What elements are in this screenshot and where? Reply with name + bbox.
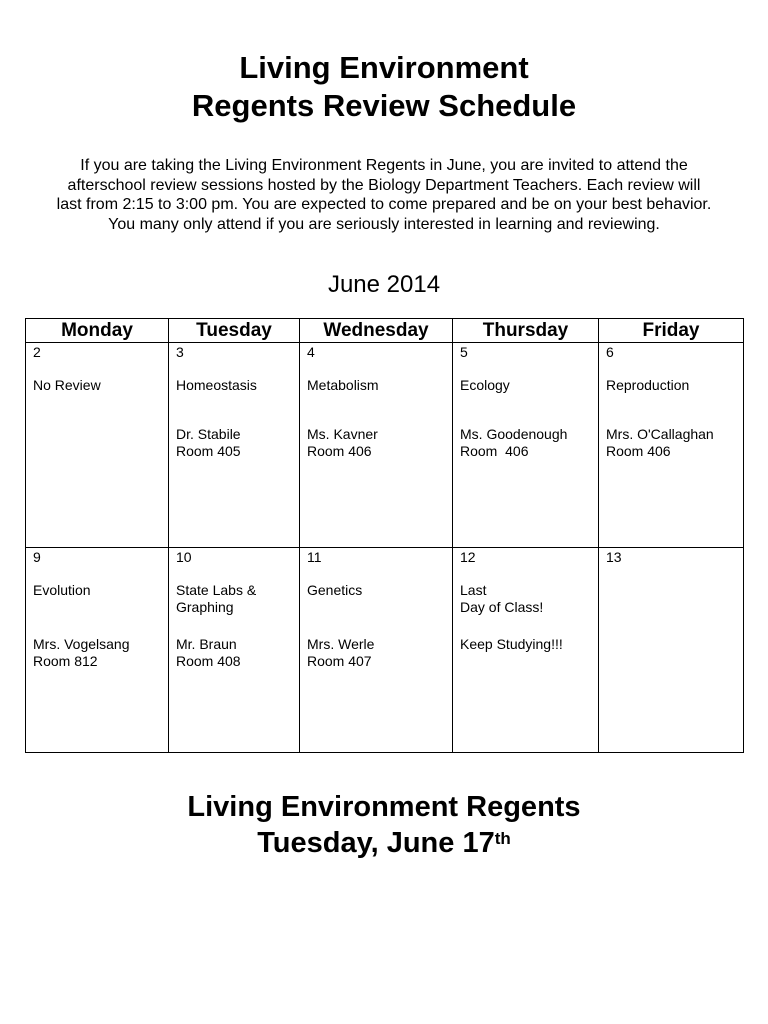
review-topic [606,377,739,394]
day-cell [26,548,169,753]
room-number: Room 812 [33,653,98,669]
month-heading: June 2014 [327,271,441,298]
topic-line: State Labs & [176,582,257,598]
intro-line: last from 2:15 to 3:00 pm. You are expected to come prepared and be on your best behavior. [56,196,712,213]
teacher-info [176,426,295,460]
day-cell [169,548,300,753]
topic-line: Ecology [460,377,510,393]
review-topic [307,377,448,394]
day-number: 11 [307,549,322,565]
topic-line: Last [460,582,487,598]
day-cell [169,343,300,548]
calendar-week-row [26,548,744,753]
review-topic [460,582,594,616]
room-number: Room 405 [176,443,241,459]
reminder-note: Keep Studying!!! [460,636,563,652]
day-cell [453,343,599,548]
teacher-info [460,426,594,460]
day-cell [453,548,599,753]
intro-paragraph [30,156,738,234]
review-topic [307,582,448,599]
topic-line: No Review [33,377,101,393]
header-tuesday: Tuesday [169,319,300,343]
review-topic [460,377,594,394]
day-cell [26,343,169,548]
room-number: Room 407 [307,653,372,669]
header-wednesday: Wednesday [300,319,453,343]
exam-date-text: Tuesday, June 17 [257,827,495,859]
topic-line: Day of Class! [460,599,544,615]
calendar-header-row [26,319,744,343]
header-friday: Friday [599,319,744,343]
day-number: 10 [176,549,192,565]
day-number: 13 [606,549,622,565]
teacher-name: Dr. Stabile [176,426,241,442]
topic-line: Metabolism [307,377,379,393]
review-topic [176,582,295,616]
review-topic [33,377,164,394]
day-number: 6 [606,344,614,360]
teacher-info [460,636,594,653]
review-topic [33,582,164,599]
calendar-week-row [26,343,744,548]
exam-date-suffix: th [494,829,511,848]
teacher-name: Mrs. Vogelsang [33,636,130,652]
topic-line: Evolution [33,582,91,598]
day-cell [300,343,453,548]
day-number: 9 [33,549,41,565]
topic-line: Genetics [307,582,363,598]
teacher-info [307,636,448,670]
day-number: 5 [460,344,468,360]
teacher-info [176,636,295,670]
exam-date [0,825,768,861]
day-cell [599,343,744,548]
exam-title: Living Environment Regents [187,791,581,823]
page-title: Living Environment [239,50,529,85]
intro-line: If you are taking the Living Environment Regents in June, you are invited to attend the [80,157,688,174]
teacher-info [307,426,448,460]
calendar-table [25,318,744,753]
topic-line: Graphing [176,599,234,615]
day-number: 4 [307,344,315,360]
teacher-name: Mrs. O'Callaghan [606,426,714,442]
teacher-name: Ms. Kavner [307,426,378,442]
teacher-name: Mr. Braun [176,636,237,652]
topic-line: Reproduction [606,377,690,393]
teacher-name: Ms. Goodenough [460,426,568,442]
day-number: 3 [176,344,184,360]
day-number: 12 [460,549,476,565]
teacher-info [606,426,739,460]
room-number: Room 408 [176,653,241,669]
topic-line: Homeostasis [176,377,257,393]
day-cell [300,548,453,753]
day-cell [599,548,744,753]
teacher-name: Mrs. Werle [307,636,375,652]
room-number: Room 406 [307,443,372,459]
header-thursday: Thursday [453,319,599,343]
day-number: 2 [33,344,41,360]
room-number: Room 406 [460,443,529,459]
header-monday: Monday [26,319,169,343]
review-topic [176,377,295,394]
teacher-info [33,636,164,670]
room-number: Room 406 [606,443,671,459]
page-subtitle: Regents Review Schedule [191,88,577,123]
intro-line: You many only attend if you are seriously interested in learning and reviewing. [108,215,660,233]
intro-line: afterschool review sessions hosted by the Biology Department Teachers. Each review will [67,176,701,194]
